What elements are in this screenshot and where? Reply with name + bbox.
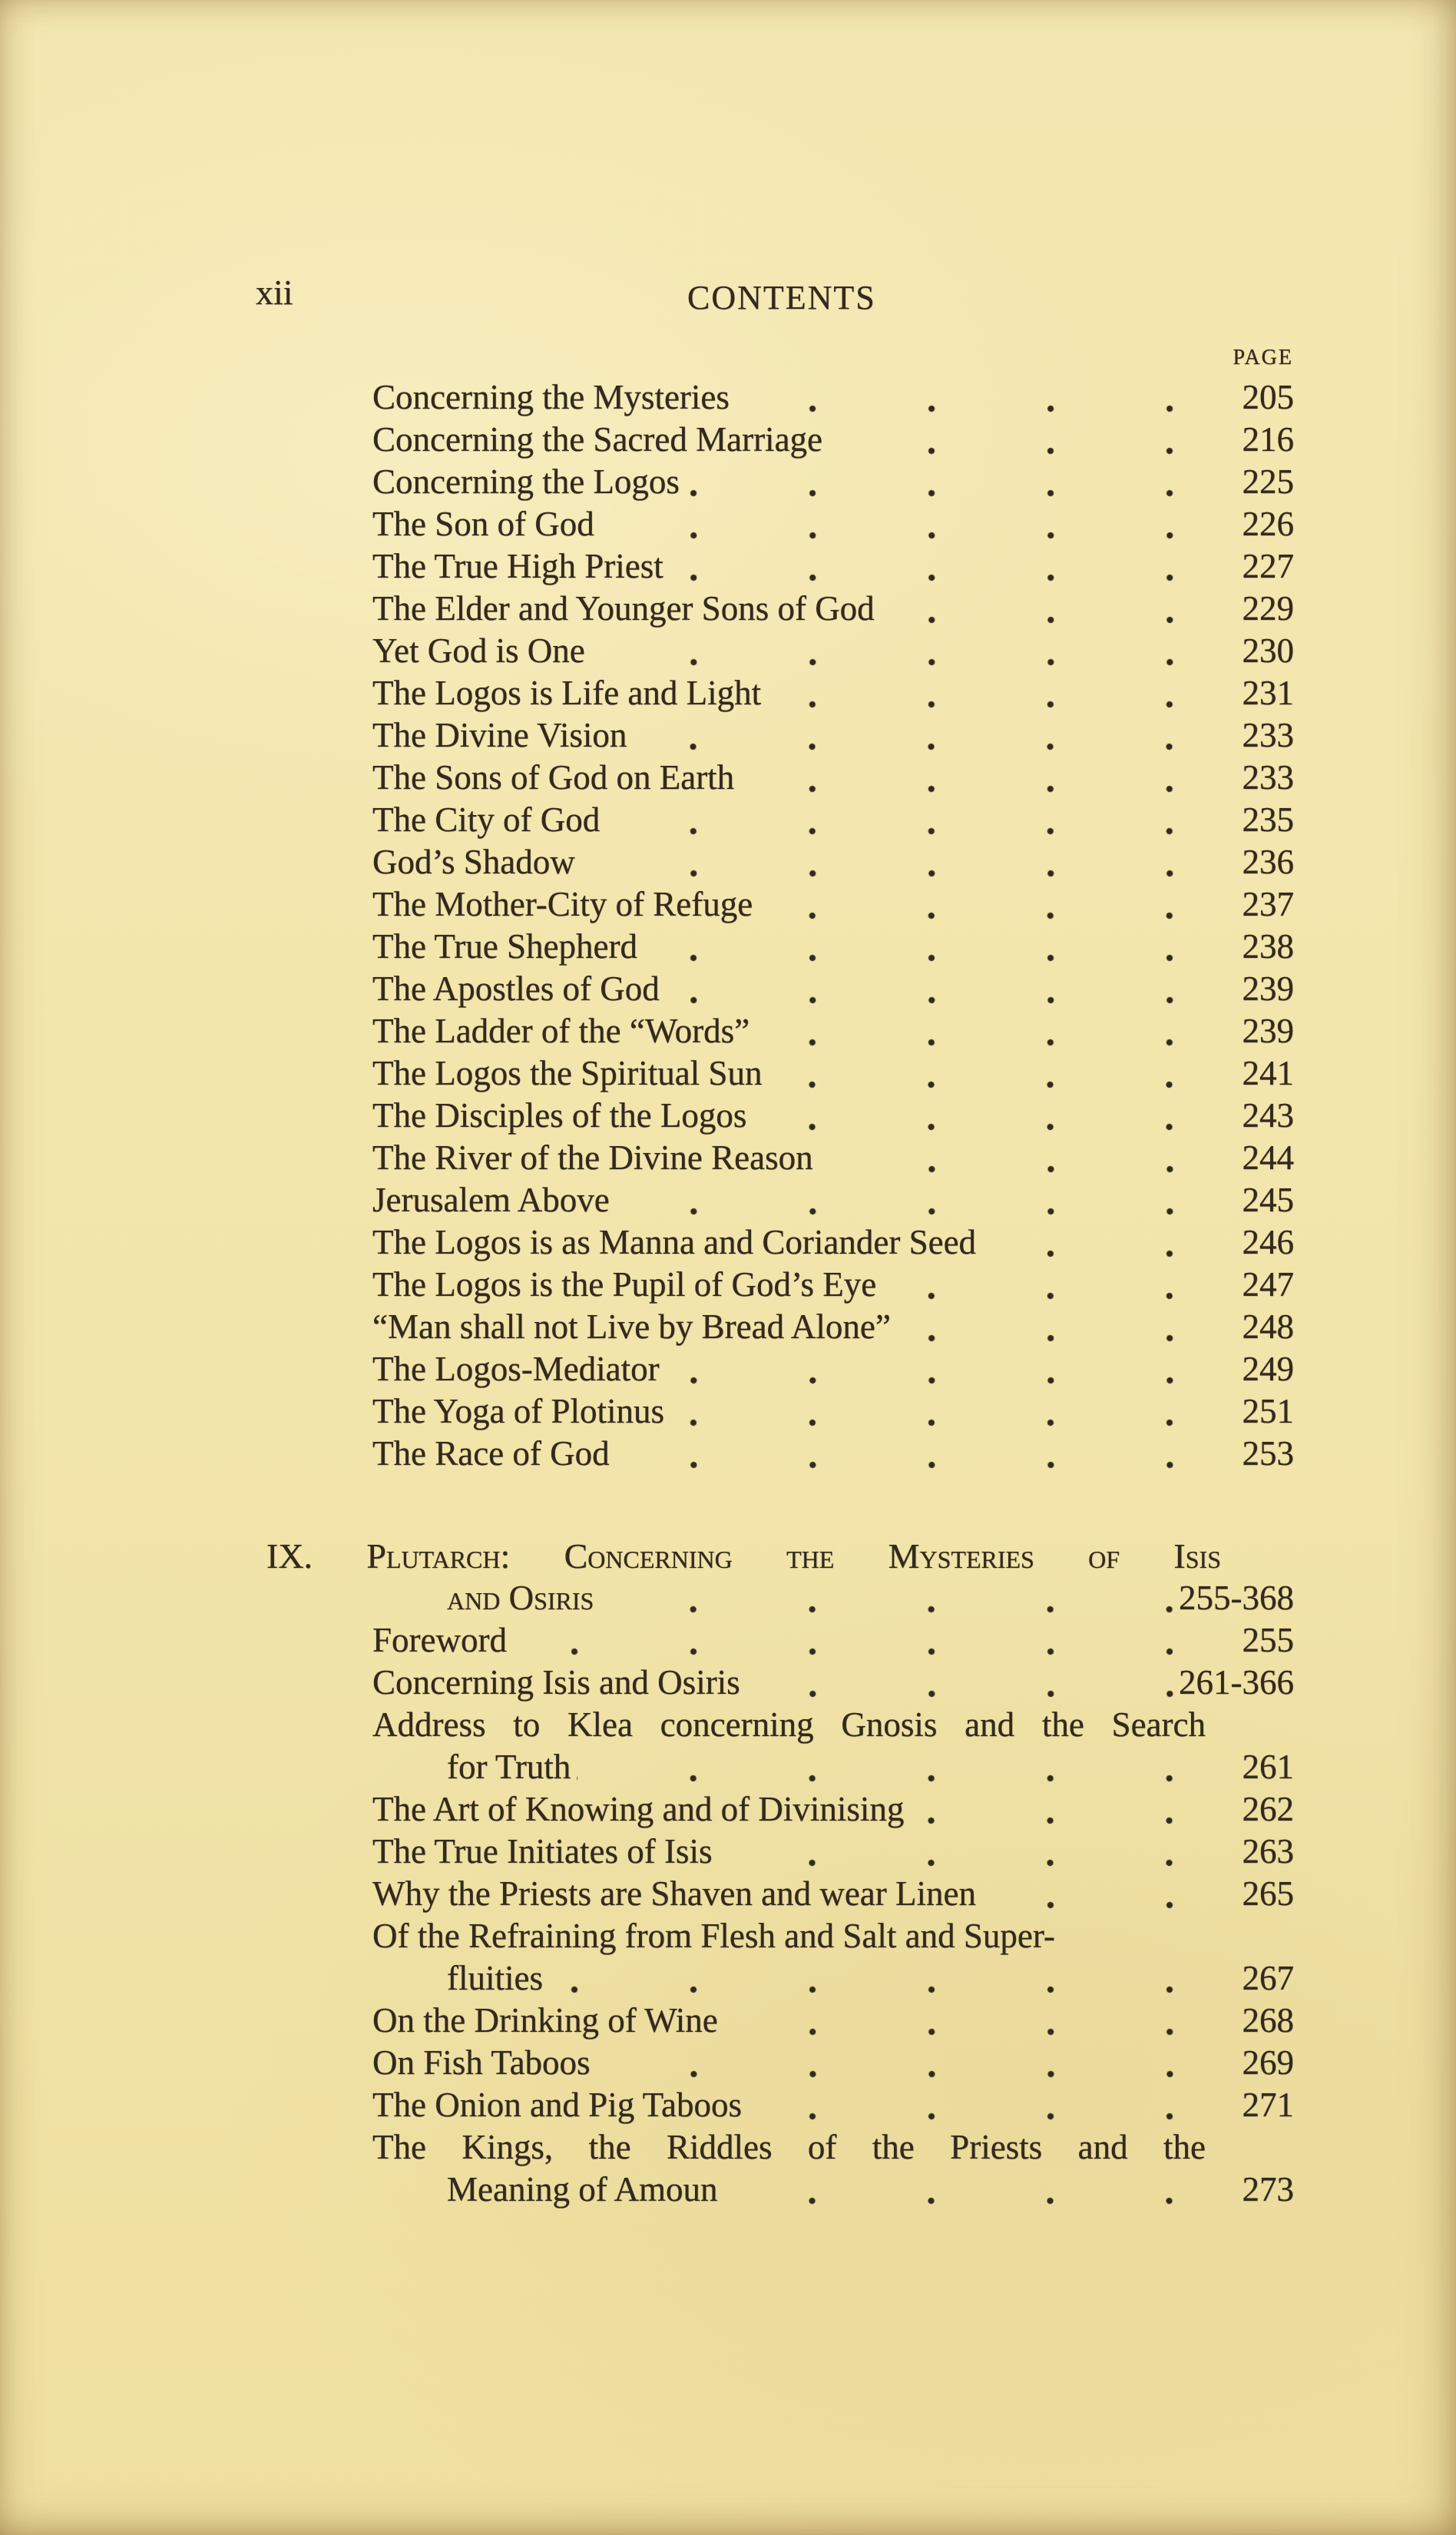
- entry-page-number: 267: [1242, 1959, 1294, 1997]
- toc-entry: [372, 419, 1294, 461]
- entry-page-number: 249: [1242, 1350, 1294, 1388]
- entry-page-number: 255: [1242, 1621, 1294, 1659]
- dot-leader: [724, 2000, 1179, 2042]
- entry-page-number: 227: [1242, 547, 1294, 585]
- dot-leader: [982, 1873, 1179, 1915]
- entry-title: The Sons of God on Earth: [372, 758, 735, 797]
- entry-page-number: 233: [1242, 758, 1294, 797]
- entry-page-number: 216: [1242, 420, 1294, 459]
- entry-title: The Son of God: [372, 505, 594, 543]
- toc-entry: [372, 2084, 1294, 2126]
- entry-title: Why the Priests are Shaven and wear Linen: [372, 1874, 976, 1913]
- dot-leader: [670, 1390, 1179, 1433]
- entry-title: The City of God: [372, 800, 601, 839]
- toc-entry: [372, 1264, 1294, 1306]
- toc-entry: [372, 714, 1294, 757]
- toc-entry: [372, 1095, 1294, 1137]
- toc-entry: [372, 968, 1294, 1010]
- toc-entry: [372, 588, 1294, 630]
- dot-leader: [597, 2042, 1179, 2084]
- dot-leader: [910, 1788, 1179, 1831]
- entry-title: fluities: [447, 1959, 543, 1997]
- dot-leader: [746, 1662, 1179, 1704]
- entry-page-number: 262: [1242, 1790, 1294, 1828]
- entry-page-number: 268: [1242, 2001, 1294, 2040]
- entry-page-number: 231: [1242, 674, 1294, 712]
- entry-title: The Ladder of the “Words”: [372, 1012, 750, 1050]
- entry-page-number: 271: [1242, 2086, 1294, 2124]
- entry-title: The True High Priest: [372, 547, 663, 585]
- entry-title: Concerning the Logos: [372, 462, 680, 501]
- entry-title: The Onion and Pig Taboos: [372, 2086, 742, 2124]
- dot-leader: [601, 503, 1179, 545]
- entry-title: God’s Shadow: [372, 843, 575, 881]
- dot-leader: [686, 461, 1179, 503]
- entry-title: and Osiris: [447, 1579, 594, 1617]
- toc-entry: [372, 461, 1294, 503]
- entry-title: The True Initiates of Isis: [372, 1832, 713, 1871]
- dot-leader: [881, 588, 1179, 630]
- dot-leader: [633, 714, 1179, 757]
- dot-leader: [982, 1221, 1179, 1264]
- toc-entry-wrapline: Address to Klea concerning Gnosis and the Search: [372, 1705, 1206, 1744]
- dot-leader: [819, 1137, 1179, 1179]
- dot-leader: [759, 883, 1179, 926]
- toc-entry: [372, 841, 1294, 883]
- entry-page-number: 243: [1242, 1096, 1294, 1135]
- entry-title: The Logos-Mediator: [372, 1350, 660, 1388]
- dot-leader: [549, 1957, 1179, 2000]
- entry-page-number: 235: [1242, 800, 1294, 839]
- entry-page-number: 247: [1242, 1265, 1294, 1304]
- toc-entry: [372, 1348, 1294, 1390]
- toc-entry: [372, 799, 1294, 841]
- table-of-contents: [266, 376, 1294, 2211]
- dot-leader: [748, 2084, 1179, 2126]
- toc-entry: [372, 1577, 1294, 1619]
- dot-leader: [736, 376, 1179, 419]
- entry-title: The Apostles of God: [372, 969, 660, 1008]
- entry-title: The Divine Vision: [372, 716, 627, 754]
- dot-leader: [581, 841, 1179, 883]
- entry-page-number: 261: [1242, 1748, 1294, 1786]
- toc-entry: [372, 376, 1294, 419]
- toc-entry: [372, 630, 1294, 672]
- entry-title: The Elder and Younger Sons of God: [372, 589, 875, 628]
- dot-leader: [606, 799, 1179, 841]
- dot-leader: [756, 1010, 1179, 1052]
- dot-leader: [670, 545, 1179, 588]
- toc-entry: [372, 1831, 1294, 1873]
- toc-entry: [372, 757, 1294, 799]
- entry-title: Foreword: [372, 1621, 507, 1659]
- dot-leader: [616, 1179, 1179, 1221]
- entry-page-number: 239: [1242, 1012, 1294, 1050]
- toc-entry: [372, 545, 1294, 588]
- entry-title: Concerning the Mysteries: [372, 378, 730, 416]
- entry-title: On Fish Taboos: [372, 2043, 591, 2082]
- entry-title: Concerning Isis and Osiris: [372, 1663, 740, 1702]
- toc-entry: [372, 2000, 1294, 2042]
- toc-entry: [372, 926, 1294, 968]
- dot-leader: [666, 968, 1179, 1010]
- dot-leader: [591, 630, 1179, 672]
- dot-leader: [616, 1433, 1179, 1475]
- entry-page-number: 245: [1242, 1181, 1294, 1219]
- entry-page-number: 263: [1242, 1832, 1294, 1871]
- dot-leader: [723, 2169, 1179, 2211]
- toc-entry: [372, 1137, 1294, 1179]
- folio-number: xii: [256, 273, 293, 312]
- entry-title: for Truth: [447, 1748, 571, 1786]
- dot-leader: [644, 926, 1179, 968]
- entry-title: The Logos is as Manna and Coriander Seed: [372, 1223, 977, 1261]
- entry-title: The Logos is the Pupil of God’s Eye: [372, 1265, 877, 1304]
- entry-page-number: 205: [1242, 378, 1294, 416]
- entry-page-number: 255-368: [1179, 1579, 1294, 1617]
- toc-entry: [372, 1052, 1294, 1095]
- entry-title: The Yoga of Plotinus: [372, 1392, 665, 1430]
- toc-entry: [372, 1010, 1294, 1052]
- toc-entry: [372, 503, 1294, 545]
- toc-entry: [372, 1390, 1294, 1433]
- entry-title: The River of the Divine Reason: [372, 1138, 813, 1177]
- entry-page-number: 239: [1242, 969, 1294, 1008]
- toc-entry: [372, 1221, 1294, 1264]
- toc-entry: [372, 1179, 1294, 1221]
- entry-title: The Disciples of the Logos: [372, 1096, 747, 1135]
- toc-entry: [372, 1873, 1294, 1915]
- toc-entry: [372, 672, 1294, 714]
- toc-entry: [372, 2042, 1294, 2084]
- page-column-label: PAGE: [1233, 346, 1293, 369]
- dot-leader: [882, 1264, 1179, 1306]
- entry-title: On the Drinking of Wine: [372, 2001, 718, 2040]
- dot-leader: [829, 419, 1179, 461]
- section-heading: IX. Plutarch: Concerning the Mysteries of Isis: [266, 1536, 1221, 1576]
- entry-page-number: 251: [1242, 1392, 1294, 1430]
- toc-entry: [372, 2169, 1294, 2211]
- entry-page-number: 248: [1242, 1307, 1294, 1346]
- dot-leader: [767, 672, 1179, 714]
- toc-entry: [372, 1746, 1294, 1788]
- page-title: CONTENTS: [687, 279, 876, 316]
- entry-page-number: 261-366: [1179, 1663, 1294, 1702]
- entry-title: Yet God is One: [372, 631, 585, 670]
- entry-page-number: 238: [1242, 927, 1294, 966]
- section-spacer: [372, 1475, 1294, 1535]
- toc-entry-wrapline: The Kings, the Riddles of the Priests and the: [372, 2128, 1206, 2166]
- entry-title: The Mother-City of Refuge: [372, 885, 753, 923]
- entry-page-number: 230: [1242, 631, 1294, 670]
- entry-page-number: 237: [1242, 885, 1294, 923]
- entry-page-number: 244: [1242, 1138, 1294, 1177]
- entry-page-number: 236: [1242, 843, 1294, 881]
- entry-page-number: 265: [1242, 1874, 1294, 1913]
- entry-page-number: 225: [1242, 462, 1294, 501]
- entry-title: “Man shall not Live by Bread Alone”: [372, 1307, 891, 1346]
- toc-entry: [372, 1619, 1294, 1662]
- dot-leader: [768, 1052, 1179, 1095]
- entry-title: The True Shepherd: [372, 927, 637, 966]
- dot-leader: [513, 1619, 1179, 1662]
- entry-page-number: 229: [1242, 589, 1294, 628]
- entry-title: Concerning the Sacred Marriage: [372, 420, 823, 459]
- entry-title: Meaning of Amoun: [447, 2170, 718, 2209]
- entry-title: The Race of God: [372, 1434, 610, 1473]
- dot-leader: [753, 1095, 1179, 1137]
- entry-title: The Logos is Life and Light: [372, 674, 762, 712]
- entry-title: Jerusalem Above: [372, 1181, 610, 1219]
- entry-page-number: 273: [1242, 2170, 1294, 2209]
- toc-entry: [372, 1957, 1294, 2000]
- entry-page-number: 233: [1242, 716, 1294, 754]
- entry-page-number: 269: [1242, 2043, 1294, 2082]
- toc-entry: [372, 1662, 1294, 1704]
- dot-leader: [740, 757, 1179, 799]
- entry-title: The Art of Knowing and of Divinising: [372, 1790, 905, 1828]
- entry-page-number: 241: [1242, 1054, 1294, 1092]
- dot-leader: [577, 1746, 1179, 1788]
- toc-entry: [372, 1788, 1294, 1831]
- toc-entry: [372, 1306, 1294, 1348]
- dot-leader: [666, 1348, 1179, 1390]
- dot-leader: [718, 1831, 1179, 1873]
- entry-page-number: 253: [1242, 1434, 1294, 1473]
- dot-leader: [897, 1306, 1179, 1348]
- entry-page-number: 246: [1242, 1223, 1294, 1261]
- toc-entry-wrapline: Of the Refraining from Flesh and Salt and Super-: [372, 1917, 1055, 1955]
- entry-page-number: 226: [1242, 505, 1294, 543]
- toc-entry: [372, 883, 1294, 926]
- toc-entry: [372, 1433, 1294, 1475]
- entry-title: The Logos the Spiritual Sun: [372, 1054, 763, 1092]
- dot-leader: [600, 1577, 1179, 1619]
